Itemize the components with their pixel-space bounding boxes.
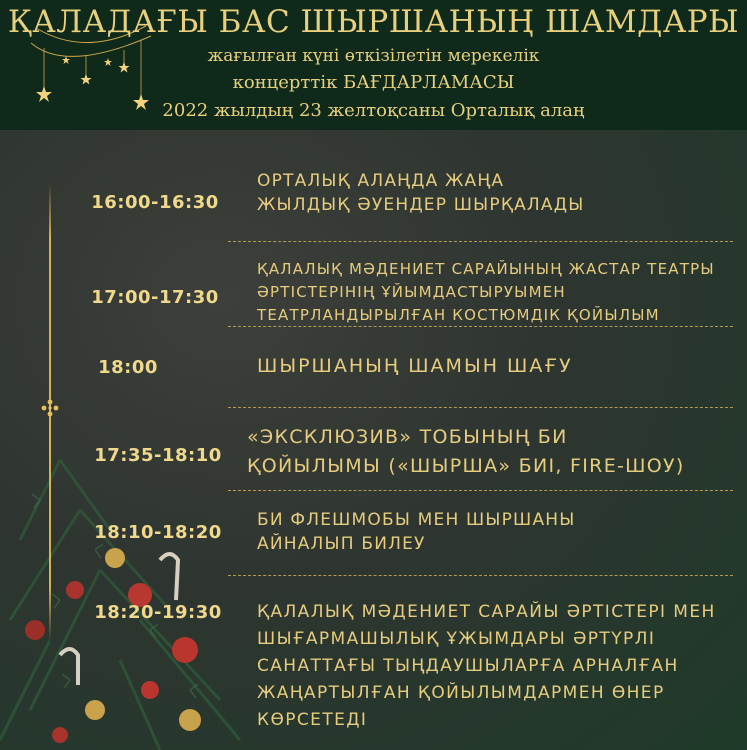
christmas-tree-decoration	[0, 420, 270, 750]
time-slot: 18:20-19:30	[94, 602, 222, 623]
event-description: «ЭКСКЛЮЗИВ» ТОБЫНЫҢ БИ ҚОЙЫЛЫМЫ («ШЫРША» БИІ, FIRE-ШОУ)	[247, 426, 685, 477]
separator	[228, 407, 733, 408]
subtitle-line-2: концерттік БАҒДАРЛАМАСЫ	[232, 72, 515, 93]
time-slot: 18:10-18:20	[94, 522, 222, 543]
event-description: ОРТАЛЫҚ АЛАҢДА ЖАҢА ЖЫЛДЫҚ ӘУЕНДЕР ШЫРҚАЛАДЫ	[257, 171, 585, 215]
separator	[228, 575, 733, 576]
event-description: БИ ФЛЕШМОБЫ МЕН ШЫРШАНЫ АЙНАЛЫП БИЛЕУ	[257, 510, 576, 554]
time-slot: 17:00-17:30	[91, 287, 219, 308]
ornament-icon	[41, 399, 59, 417]
separator	[228, 326, 733, 327]
subtitle-line-1: жағылған күні өткізілетін мерекелік	[207, 46, 540, 66]
event-description: ҚАЛАЛЫҚ МӘДЕНИЕТ САРАЙЫ ӘРТІСТЕРІ МЕН ШЫҒАРМАШЫЛЫҚ ҰЖЫМДАРЫ ӘРТҮРЛІ САНАТТАҒЫ ТЫҢДАУШЫЛАРҒА АРНАЛҒАН ЖАҢАРТЫЛҒАН ҚОЙЫЛЫМДАРМЕН ӨНЕР КӨРСЕТЕДІ	[257, 602, 716, 730]
page-title: ҚАЛАДАҒЫ БАС ШЫРШАНЫҢ ШАМДАРЫ	[7, 4, 740, 40]
event-description: ҚАЛАЛЫҚ МӘДЕНИЕТ САРАЙЫНЫҢ ЖАСТАР ТЕАТРЫ ӘРТІСТЕРІНІҢ ҰЙЫМДАСТЫРУЫМЕН ТЕАТРЛАНДЫРЫЛҒАН КОСТЮМДІК ҚОЙЫЛЫМ	[257, 260, 715, 324]
separator	[228, 490, 733, 491]
event-description: ШЫРШАНЫҢ ШАМЫН ШАҒУ	[257, 355, 573, 377]
separator	[228, 241, 733, 242]
header-banner	[0, 0, 747, 130]
time-slot: 18:00	[98, 357, 158, 378]
event-date-location: 2022 жылдың 23 желтоқсаны Орталық алаң	[162, 100, 585, 121]
time-slot: 17:35-18:10	[94, 445, 222, 466]
time-slot: 16:00-16:30	[91, 192, 219, 213]
